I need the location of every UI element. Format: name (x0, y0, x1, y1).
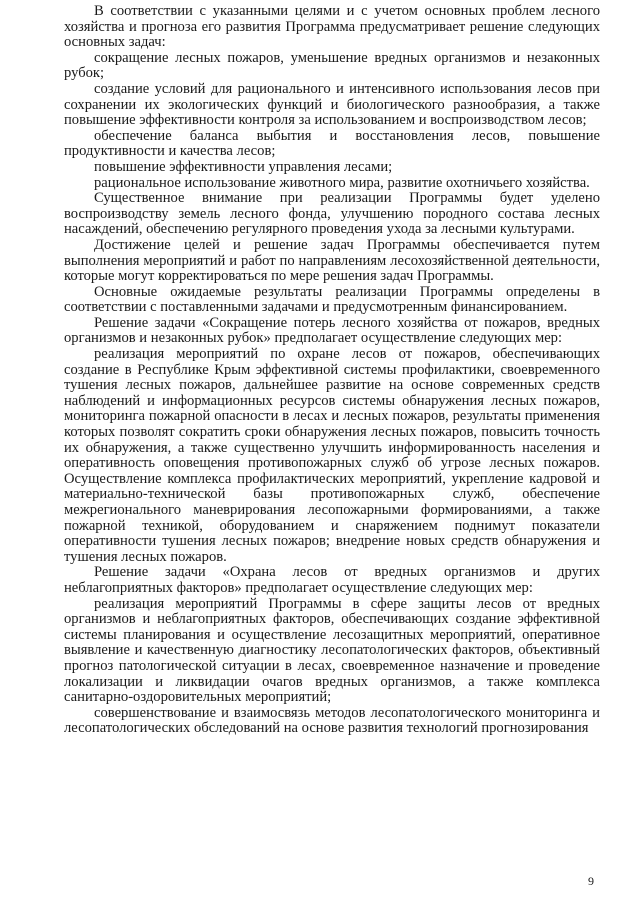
document-body (64, 4, 600, 737)
paragraph-pest-task-heading: Решение задачи «Охрана лесов от вредных организмов и других неблагоприятных факторов» предполагает осуществление следующих мер: (64, 564, 600, 596)
paragraph-task-balance: обеспечение баланса выбытия и восстановления лесов, повышение продуктивности и качества лесов; (64, 127, 600, 160)
paragraph-fire-measures: реализация мероприятий по охране лесов от пожаров, обеспечивающих создание в Республике Крым эффективной системы профилактики, своевременного тушения лесных пожаров, дальнейшее развитие на основе современных средств наблюдений и информационных ресурсов системы обнаружения лесных пожаров, мониторинга пожарной опасности в лесах и лесных пожаров, результаты применения которых позволят сократить сроки обнаружения лесных пожаров, повысить точность их обнаружения, а также существенно улучшить информированность населения и оперативность оповещения противопожарных служб об угрозе лесных пожаров. Осуществление комплекса профилактических мероприятий, укрепление кадровой и материально-технической базы противопожарных служб, обеспечение межрегионального маневрирования лесопожарными формированиями, а также пожарной техникой, оборудованием и снаряжением поднимут показатели оперативности тушения лесных пожаров; внедрение новых средств обнаружения и тушения лесных пожаров. (64, 346, 600, 565)
paragraph-pest-measures: реализация мероприятий Программы в сфере защиты лесов от вредных организмов и неблагоприятных факторов, обеспечивающих создание эффективной системы планирования и осуществление лесозащитных мероприятий, оперативное выявление и качественную диагностику лесопатологических факторов, объективный прогноз патологической ситуации в лесах, своевременное назначение и проведение локализации и ликвидации очагов вредных организмов, а также комплекса санитарно-оздоровительных мероприятий; (64, 595, 600, 706)
paragraph-fire-task-heading: Решение задачи «Сокращение потерь лесного хозяйства от пожаров, вредных организмов и незаконных рубок» предполагает осуществление следующих мер: (64, 314, 600, 347)
page-number: 9 (588, 874, 594, 888)
paragraph-task-forest-use: создание условий для рационального и интенсивного использования лесов при сохранении их экологических функций и биологического разнообразия, а также повышение эффективности контроля за использованием и воспроизводством лесов; (64, 80, 600, 129)
paragraph-intro: В соответствии с указанными целями и с учетом основных проблем лесного хозяйства и прогноза его развития Программа предусматривает решение следующих основных задач: (64, 3, 600, 51)
paragraph-task-management: повышение эффективности управления лесами; (94, 158, 393, 175)
paragraph-reproduction: Существенное внимание при реализации Программы будет уделено воспроизводству земель лесного фонда, улучшению породного состава лесных насаждений, обеспечению регулярного проведения ухода за лесными культурами. (64, 190, 600, 238)
paragraph-task-fires: сокращение лесных пожаров, уменьшение вредных организмов и незаконных рубок; (64, 49, 600, 82)
paragraph-task-wildlife: рациональное использование животного мира, развитие охотничьего хозяйства. (94, 174, 590, 191)
paragraph-monitoring: совершенствование и взаимосвязь методов лесопатологического мониторинга и лесопатологических обследований на основе развития технологий прогнозирования (64, 704, 600, 737)
paragraph-expected-results: Основные ожидаемые результаты реализации Программы определены в соответствии с поставленными задачами и предусмотренным финансированием. (64, 283, 600, 316)
paragraph-achievement: Достижение целей и решение задач Программы обеспечивается путем выполнения мероприятий и работ по направлениям лесохозяйственной деятельности, которые могут корректироваться по мере решения задач Программы. (64, 236, 600, 285)
